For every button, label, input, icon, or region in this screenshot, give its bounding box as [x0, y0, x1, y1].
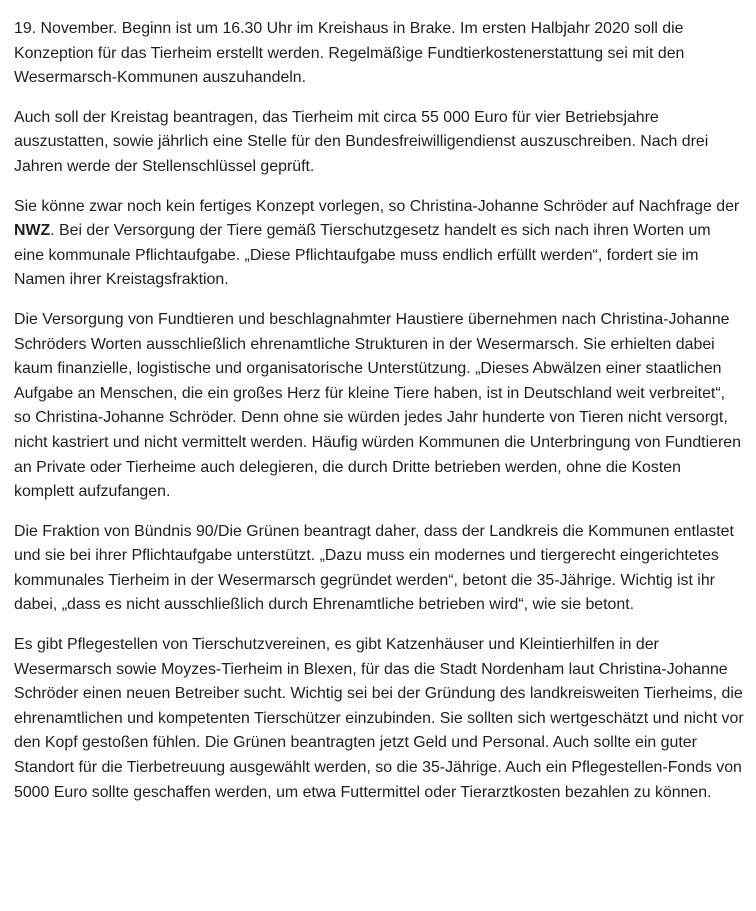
paragraph-3: [14, 195, 744, 293]
paragraph-text: . Bei der Versorgung der Tiere gemäß Tierschutzgesetz handelt es sich nach ihren Worten um eine kommunale Pflichtaufgabe. „Diese Pflichtaufgabe muss endlich erfüllt werden“, fordert sie im Namen ihrer Kreistagsfraktion.: [14, 222, 711, 289]
paragraph-4: [14, 308, 744, 505]
paragraph-text: Die Versorgung von Fundtieren und beschlagnahmter Haustiere übernehmen nach Christina-Johanne Schröders Worten ausschließlich ehrenamtliche Strukturen in der Wesermarsch. Sie erhielten dabei kaum finanzielle, logistische und organisatorische Unterstützung. „Dieses Abwälzen einer staatlichen Aufgabe an Menschen, die ein großes Herz für kleine Tiere haben, ist in Deutschland weit verbreitet“, so Christina-Johanne Schröder. Denn ohne sie würden jedes Jahr hunderte von Tieren nicht versorgt, nicht kastriert und nicht vermittelt werden. Häufig würden Kommunen die Unterbringung von Fundtieren an Private oder Tierheime auch delegieren, die durch Dritte betrieben werden, ohne die Kosten komplett aufzufangen.: [14, 310, 741, 501]
paragraph-1: [14, 17, 744, 91]
paragraph-text: Auch soll der Kreistag beantragen, das Tierheim mit circa 55 000 Euro für vier Betriebsjahre auszustatten, sowie jährlich eine Stelle für den Bundesfreiwilligendienst auszuschreiben. Nach drei Jahren werde der Stellenschlüssel geprüft.: [14, 108, 709, 175]
paragraph-5: [14, 520, 744, 618]
publication-name: NWZ: [14, 222, 51, 240]
paragraph-text: Die Fraktion von Bündnis 90/Die Grünen beantragt daher, dass der Landkreis die Kommunen entlastet und sie bei ihrer Pflichtaufgabe unterstützt. „Dazu muss ein modernes und tiergerecht eingerichtetes kommunales Tierheim in der Wesermarsch gegründet werden“, betont die 35-Jährige. Wichtig ist ihr dabei, „dass es nicht ausschließlich durch Ehrenamtliche betrieben wird“, wie sie betont.: [14, 522, 734, 614]
article-body: [14, 17, 744, 820]
paragraph-text: 19. November. Beginn ist um 16.30 Uhr im Kreishaus in Brake. Im ersten Halbjahr 2020 soll die Konzeption für das Tierheim erstellt werden. Regelmäßige Fundtierkostenerstattung sei mit den Wesermarsch-Kommunen auszuhandeln.: [14, 20, 685, 87]
paragraph-6: [14, 633, 744, 805]
paragraph-text: Sie könne zwar noch kein fertiges Konzept vorlegen, so Christina-Johanne Schröder auf Nachfrage der: [14, 197, 740, 215]
paragraph-text: Es gibt Pflegestellen von Tierschutzvereinen, es gibt Katzenhäuser und Kleintierhilfen in der Wesermarsch sowie Moyzes-Tierheim in Blexen, für das die Stadt Nordenham laut Christina-Johanne Schröder einen neuen Betreiber sucht. Wichtig sei bei der Gründung des landkreisweiten Tierheims, die ehrenamtlichen und kompetenten Tierschützer einzubinden. Sie sollten sich wertgeschätzt und nicht vor den Kopf gestoßen fühlen. Die Grünen beantragten jetzt Geld und Personal. Auch sollte ein guter Standort für die Tierbetreuung ausgewählt werden, so die 35-Jährige. Auch ein Pflegestellen-Fonds von 5000 Euro sollte geschaffen werden, um etwa Futtermittel oder Tierarztkosten bezahlen zu können.: [14, 636, 744, 801]
paragraph-2: [14, 106, 744, 180]
